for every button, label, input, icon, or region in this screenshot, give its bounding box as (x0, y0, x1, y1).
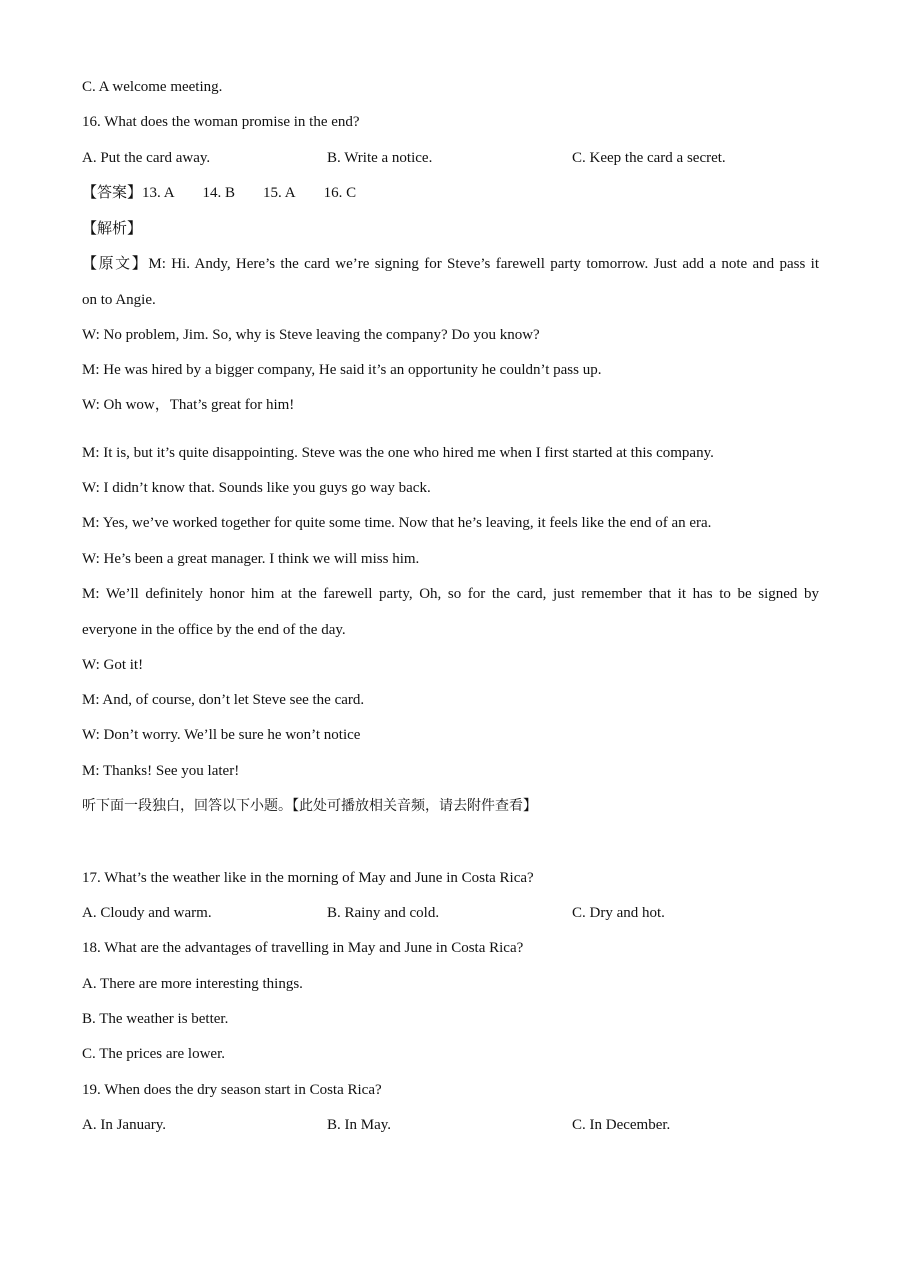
transcript-line-14: W: Don’t worry. We’ll be sure he won’t notice (82, 727, 361, 743)
q16-question: 16. What does the woman promise in the end? (82, 114, 360, 130)
q19-question: 19. When does the dry season start in Costa Rica? (82, 1082, 382, 1098)
transcript-line-9: W: He’s been a great manager. I think we will miss him. (82, 551, 420, 567)
q18-question: 18. What are the advantages of travelling in May and June in Costa Rica? (82, 940, 524, 956)
transcript-line-3: W: No problem, Jim. So, why is Steve leaving the company? Do you know? (82, 327, 540, 343)
q17-question: 17. What’s the weather like in the morning of May and June in Costa Rica? (82, 870, 534, 886)
q18-option-c: C. The prices are lower. (82, 1046, 226, 1062)
answer-15: 15. A (263, 185, 296, 201)
transcript-line-10: M: We’ll definitely honor him at the farewell party, Oh, so for the card, just remember that it has to be signed by (82, 586, 819, 602)
transcript-line-4: M: He was hired by a bigger company, He said it’s an opportunity he couldn’t pass up. (82, 362, 602, 378)
transcript-line-15: M: Thanks! See you later! (82, 763, 240, 779)
transcript-line-1: 【原文】M: Hi. Andy, Here’s the card we’re signing for Steve’s farewell party tomorrow. Just add a note and pass it (82, 256, 819, 272)
transcript-line-11: everyone in the office by the end of the day. (82, 622, 346, 638)
transcript-line-2: on to Angie. (82, 292, 156, 308)
q18-option-b: B. The weather is better. (82, 1011, 229, 1027)
q17-option-a: A. Cloudy and warm. (82, 905, 212, 921)
q17-option-b: B. Rainy and cold. (327, 905, 440, 921)
transcript-line-6: M: It is, but it’s quite disappointing. Steve was the one who hired me when I first started at this company. (82, 445, 714, 461)
answer-line (82, 183, 384, 203)
q16-option-a: A. Put the card away. (82, 150, 211, 166)
monologue-intro: 听下面一段独白，回答以下小题。【此处可播放相关音频，请去附件查看】 (82, 798, 537, 814)
transcript-label: 【原文】 (82, 256, 149, 272)
q18-option-a: A. There are more interesting things. (82, 976, 303, 992)
transcript-line-8: M: Yes, we’ve worked together for quite some time. Now that he’s leaving, it feels like the end of an era. (82, 515, 712, 531)
q19-option-b: B. In May. (327, 1117, 392, 1133)
transcript-line-5: W: Oh wow，That’s great for him! (82, 397, 295, 413)
analysis-label: 【解析】 (82, 221, 143, 237)
answer-14: 14. B (202, 185, 236, 201)
q16-option-b: B. Write a notice. (327, 150, 433, 166)
answer-label: 【答案】 (82, 185, 143, 201)
q16-option-c: C. Keep the card a secret. (572, 150, 726, 166)
transcript-line-7: W: I didn’t know that. Sounds like you guys go way back. (82, 480, 431, 496)
answer-13: 13. A (142, 185, 175, 201)
q17-option-c: C. Dry and hot. (572, 905, 665, 921)
q19-option-a: A. In January. (82, 1117, 167, 1133)
transcript-line-13: M: And, of course, don’t let Steve see the card. (82, 692, 365, 708)
answer-16: 16. C (323, 185, 357, 201)
q19-option-c: C. In December. (572, 1117, 671, 1133)
q15-option-c: C. A welcome meeting. (82, 79, 223, 95)
transcript-line-12: W: Got it! (82, 657, 144, 673)
